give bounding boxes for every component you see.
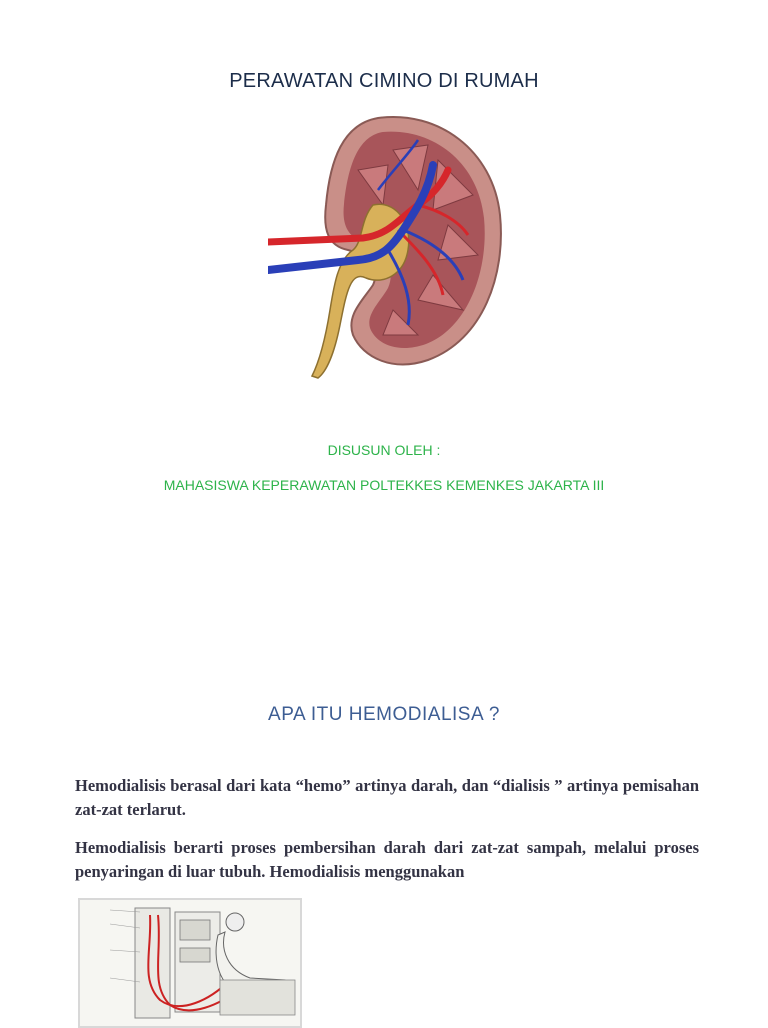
paragraph: Hemodialisis berarti proses pembersihan darah dari zat-zat sampah, melalui proses penyaringan di luar tubuh. Hemodialisis menggunakan [75, 838, 699, 881]
author-label: DISUSUN OLEH : [327, 442, 441, 458]
hemodialysis-machine-icon [78, 898, 302, 1028]
kidney-icon [268, 110, 508, 380]
paragraph: Hemodialisis berasal dari kata “hemo” artinya darah, dan “dialisis ” artinya pemisahan zat-zat terlarut. [75, 776, 699, 819]
section-heading: APA ITU HEMODIALISA ? [268, 704, 500, 725]
author-name: MAHASISWA KEPERAWATAN POLTEKKES KEMENKES JAKARTA III [163, 477, 605, 493]
document-title: PERAWATAN CIMINO DI RUMAH [229, 70, 539, 92]
